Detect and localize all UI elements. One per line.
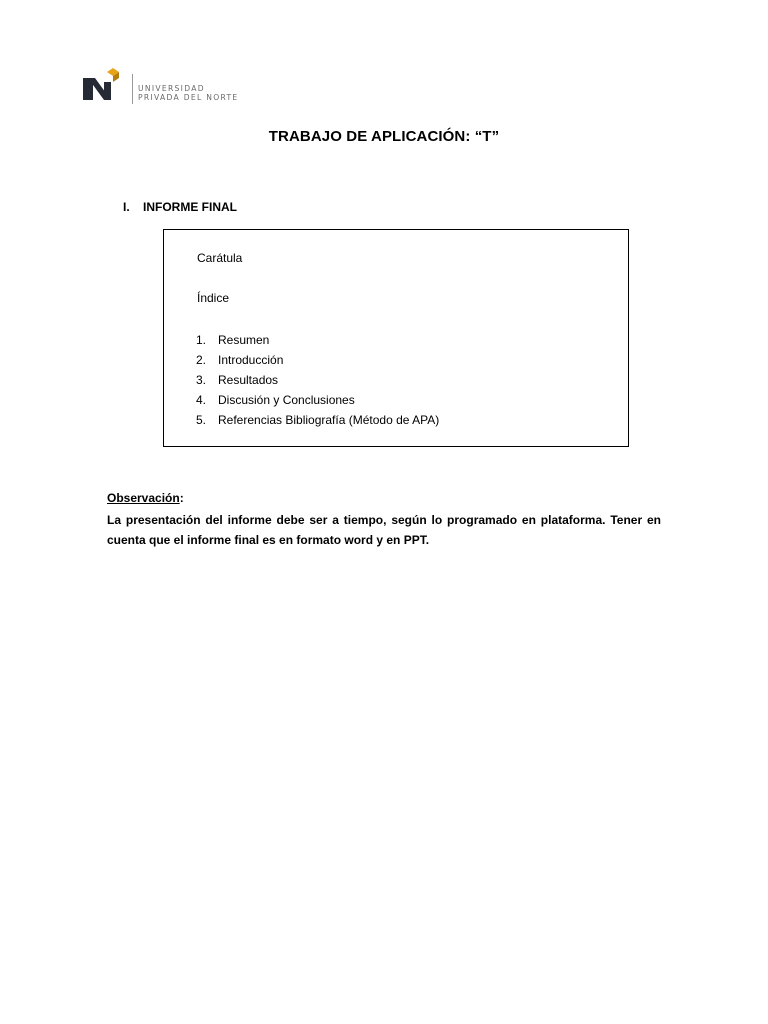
logo-line-2: PRIVADA DEL NORTE [138,92,239,102]
university-logo [80,68,290,108]
list-item [196,410,439,430]
list-item-number: 2. [196,353,207,367]
list-item-label: Resumen [218,333,270,347]
list-item [196,370,439,390]
observation-text: La presentación del informe debe ser a tiempo, según lo programado en plataforma. Tener en cuenta que el informe final es en formato word y en PPT. [107,513,661,547]
list-item-label: Discusión y Conclusiones [218,393,355,407]
list-item [196,390,439,410]
indice-label: Índice [197,291,230,305]
logo-wordmark [138,85,239,102]
observation-heading [107,491,184,505]
document-title: TRABAJO DE APLICACIÓN: “T” [268,128,500,145]
outline-list [196,330,439,430]
caratula-label: Carátula [197,251,243,265]
list-item [196,350,439,370]
list-item-number: 4. [196,393,207,407]
upn-logo-icon [80,68,126,108]
report-outline-box [163,229,629,447]
list-item-label: Resultados [218,373,279,387]
list-item-number: 5. [196,413,207,427]
section-number: I. [123,200,130,214]
logo-line-1: UNIVERSIDAD [138,84,205,93]
observation-heading-colon: : [179,491,184,505]
list-item-number: 3. [196,373,207,387]
list-item [196,330,439,350]
logo-divider [132,74,133,104]
list-item-label: Introducción [218,353,284,367]
list-item-number: 1. [196,333,207,347]
observation-heading-text: Observación [107,491,180,505]
section-heading [123,200,237,214]
section-title: INFORME FINAL [143,200,237,214]
list-item-label: Referencias Bibliografía (Método de APA) [218,413,440,427]
